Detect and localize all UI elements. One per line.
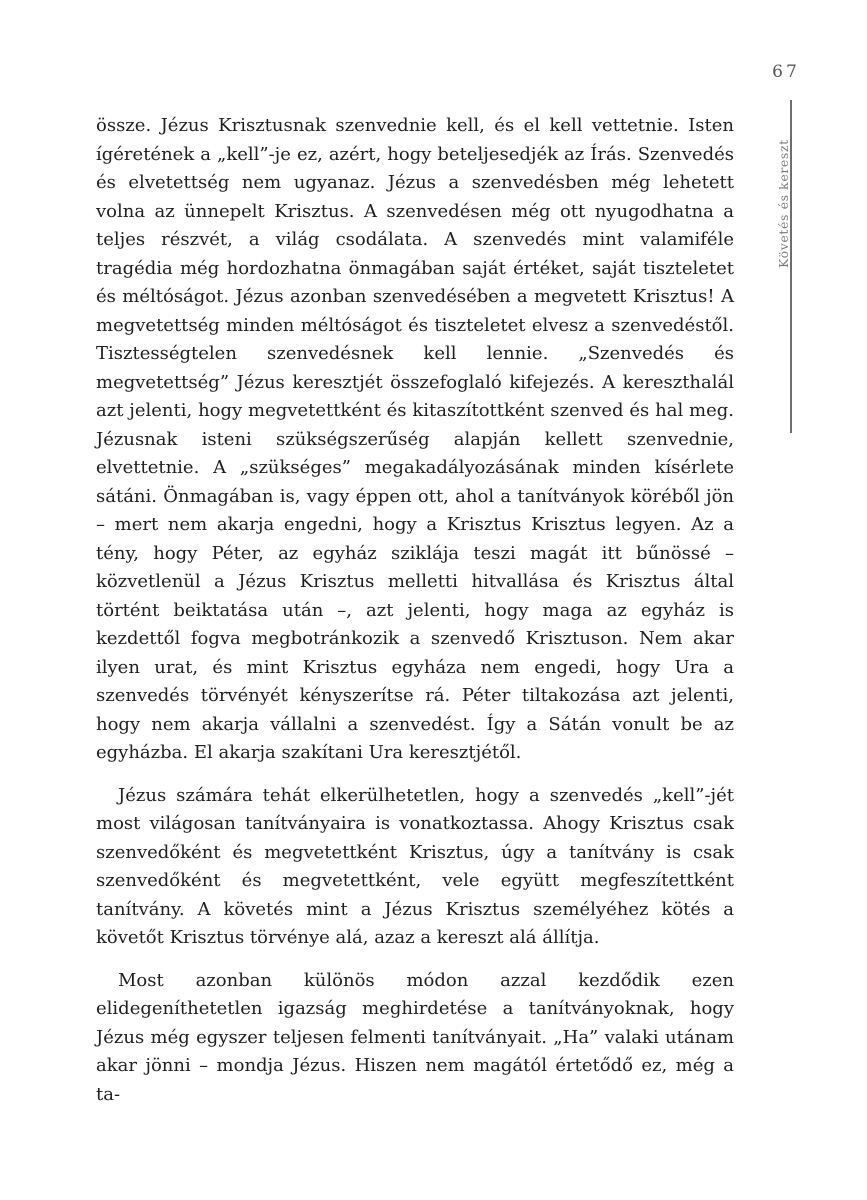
paragraph-3: Most azonban különös módon azzal kezdődik ezen elidegeníthetetlen igazság meghirdetése a tanítványoknak, hogy Jézus még egyszer teljesen felmenti tanítványait. „Ha” valaki utánam akar jönni – mondja Jézus. Hiszen nem magától értetődő ez, még a ta-	[96, 969, 734, 1105]
running-head-text: Követés és kereszt	[776, 139, 791, 268]
paragraph-2: Jézus számára tehát elkerülhetetlen, hogy a szenvedés „kell”-jét most világosan tanítványaira is vonatkoztassa. Ahogy Krisztus csak szenvedőként és megvetettként Krisztus, úgy a tanítvány is csak szenvedőként és megvetettként, vele együtt megfeszítettként tanítvány. A követés mint a Jézus Krisztus személyéhez kötés a követőt Krisztus törvénye alá, azaz a kereszt alá állítja.	[96, 784, 734, 948]
page-number: 67	[772, 62, 800, 82]
paragraph-1: össze. Jézus Krisztusnak szenvednie kell, és el kell vettetnie. Isten ígéretének a „kell”-je ez, azért, hogy beteljesedjék az Írás. Szenvedés és elvetettség nem ugyanaz. Jézus a szenvedésben még lehetett volna az ünnepelt Krisztus. A szenvedésen még ott nyugodhatna a teljes részvét, a világ csodálata. A szenvedés mint valamiféle tragédia még hordozhatna önmagában saját értéket, saját tiszteletet és méltóságot. Jézus azonban szenvedésében a megvetett Krisztus! A megvetettség minden méltóságot és tiszteletet elvesz a szenvedéstől. Tisztességtelen szenvedésnek kell lennie. „Szenvedés és megvetettség” Jézus keresztjét összefoglaló kifejezés. A kereszthalál azt jelenti, hogy megvetettként és kitaszítottként szenved és hal meg. Jézusnak isteni szükségszerűség alapján kellett szenvednie, elvettetnie. A „szükséges” megakadályozásának minden kísérlete sátáni. Önmagában is, vagy éppen ott, ahol a tanítványok köréből jön – mert nem akarja engedni, hogy a Krisztus Krisztus legyen. Az a tény, hogy Péter, az egyház sziklája teszi magát itt bűnössé – közvetlenül a Jézus Krisztus melletti hitvallása és Krisztus által történt beiktatása után –, azt jelenti, hogy maga az egyház is kezdettől fogva megbotránkozik a szenvedő Krisztuson. Nem akar ilyen urat, és mint Krisztus egyháza nem engedi, hogy Ura a szenvedés törvényét kényszerítse rá. Péter tiltakozása azt jelenti, hogy nem akarja vállalni a szenvedést. Így a Sátán vonult be az egyházba. El akarja szakítani Ura keresztjétől.	[96, 115, 734, 763]
running-head	[776, 139, 791, 282]
body-text	[96, 112, 734, 1123]
